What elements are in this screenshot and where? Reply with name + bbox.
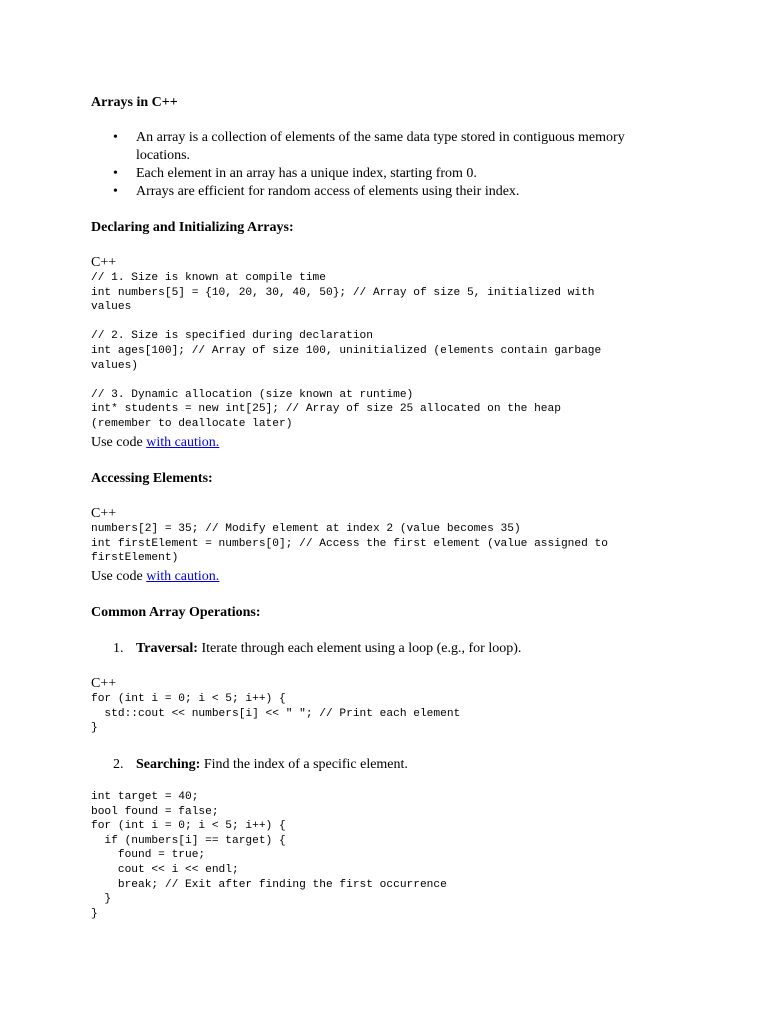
caution-note (91, 434, 219, 452)
bullet-text: Each element in an array has a unique index, starting from 0. (136, 166, 477, 181)
code-language-label: C++ (91, 255, 117, 270)
item-number: 2. (113, 757, 124, 772)
caution-link[interactable]: with caution. (146, 435, 220, 450)
list-item (113, 165, 693, 183)
code-line: (remember to deallocate later) (91, 417, 293, 430)
code-line: int firstElement = numbers[0]; // Access the first element (value assigned to (91, 537, 608, 550)
code-line: } (91, 722, 98, 735)
bullet-icon: • (113, 130, 118, 145)
code-line: values) (91, 359, 138, 372)
section-heading-accessing: Accessing Elements: (91, 471, 213, 486)
code-line: found = true; (91, 849, 206, 862)
code-line: break; // Exit after finding the first occurrence (91, 878, 447, 891)
page-title: Arrays in C++ (91, 95, 178, 110)
code-line: values (91, 301, 132, 314)
code-line: cout << i << endl; (91, 863, 239, 876)
bullet-text: Arrays are efficient for random access of elements using their index. (136, 184, 520, 199)
caution-prefix: Use code (91, 569, 147, 584)
code-language-label: C++ (91, 506, 117, 521)
code-line: int target = 40; (91, 791, 199, 803)
code-line: int numbers[5] = {10, 20, 30, 40, 50}; // Array of size 5, initialized with (91, 286, 595, 299)
item-label: Traversal: (136, 641, 198, 656)
item-text: Find the index of a specific element. (200, 757, 408, 772)
bullet-icon: • (113, 184, 118, 199)
code-line: // 3. Dynamic allocation (size known at runtime) (91, 388, 414, 401)
code-line: for (int i = 0; i < 5; i++) { (91, 693, 286, 705)
item-label: Searching: (136, 757, 201, 772)
code-line: for (int i = 0; i < 5; i++) { (91, 820, 286, 833)
item-text: Iterate through each element using a loop (e.g., for loop). (197, 641, 522, 656)
code-line: } (91, 893, 112, 906)
code-block-accessing (91, 522, 608, 566)
list-item-continuation (113, 147, 693, 165)
numbered-item-searching (113, 756, 408, 774)
code-line: std::cout << numbers[i] << " "; // Print each element (91, 707, 461, 720)
caution-prefix: Use code (91, 435, 147, 450)
code-line: int ages[100]; // Array of size 100, uninitialized (elements contain garbage (91, 344, 602, 357)
bullet-text: An array is a collection of elements of the same data type stored in contiguous memory (136, 130, 625, 145)
section-heading-operations: Common Array Operations: (91, 605, 261, 620)
section-heading-declaring: Declaring and Initializing Arrays: (91, 220, 294, 235)
bullet-text: locations. (136, 148, 191, 163)
code-line: firstElement) (91, 552, 179, 565)
code-line: int* students = new int[25]; // Array of size 25 allocated on the heap (91, 403, 561, 416)
code-line: } (91, 907, 98, 920)
code-line: if (numbers[i] == target) { (91, 834, 286, 847)
list-item (113, 129, 693, 147)
code-line: numbers[2] = 35; // Modify element at index 2 (value becomes 35) (91, 523, 521, 535)
list-item (113, 183, 693, 201)
caution-link[interactable]: with caution. (146, 569, 220, 584)
caution-note (91, 568, 219, 586)
numbered-item-traversal (113, 640, 521, 658)
code-line: // 1. Size is known at compile time (91, 272, 326, 284)
code-block-declaring (91, 271, 601, 432)
item-number: 1. (113, 641, 124, 656)
bullet-icon: • (113, 166, 118, 181)
code-block-traversal (91, 692, 460, 736)
code-line: // 2. Size is specified during declaration (91, 330, 373, 343)
code-language-label: C++ (91, 676, 117, 691)
code-block-searching (91, 790, 447, 921)
code-line: bool found = false; (91, 805, 219, 818)
